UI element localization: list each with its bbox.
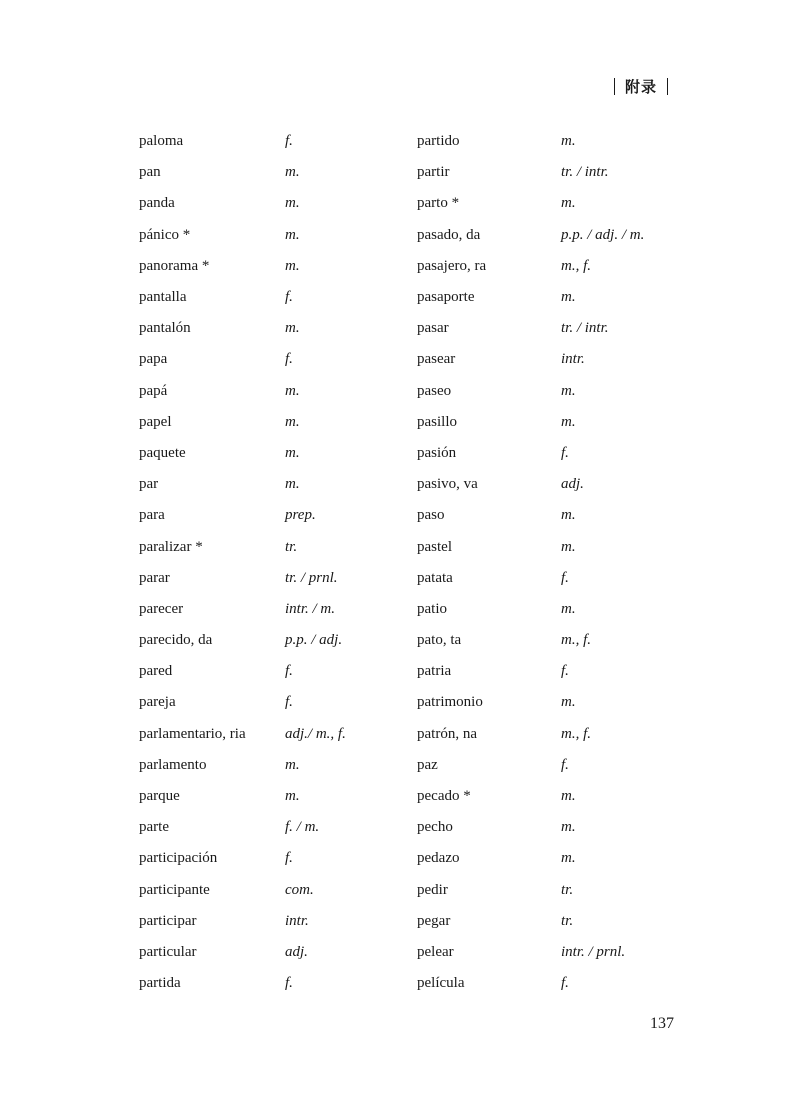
entry-word: pasado, da — [417, 226, 481, 243]
entry-part-of-speech: f. — [285, 663, 293, 680]
entry-word: paralizar * — [139, 538, 203, 555]
entry-part-of-speech: m. — [561, 850, 576, 867]
entry-word: pasajero, ra — [417, 257, 487, 274]
header-divider-right — [667, 78, 668, 95]
vocabulary-entry — [417, 875, 644, 906]
vocabulary-entry — [417, 906, 644, 937]
entry-part-of-speech: m. — [561, 289, 576, 306]
entry-word: papá — [139, 382, 168, 399]
vocabulary-entry — [417, 843, 644, 874]
entry-part-of-speech: intr. / prnl. — [561, 943, 626, 960]
vocabulary-entry — [417, 531, 644, 562]
entry-word: pantalla — [139, 289, 187, 306]
entry-part-of-speech: f. — [285, 975, 293, 992]
vocabulary-entry — [139, 188, 346, 219]
entry-part-of-speech: tr. / prnl. — [285, 569, 338, 586]
entry-word: pared — [139, 663, 173, 680]
entry-word: parque — [139, 788, 180, 805]
vocabulary-entry — [417, 438, 644, 469]
entry-word: participante — [139, 881, 210, 898]
vocabulary-entry — [417, 563, 644, 594]
vocabulary-entry — [139, 313, 346, 344]
entry-word: papel — [139, 413, 172, 430]
entry-part-of-speech: m., f. — [561, 632, 591, 649]
entry-word: pasivo, va — [417, 476, 478, 493]
entry-part-of-speech: m. — [561, 133, 576, 150]
entry-part-of-speech: m. — [561, 819, 576, 836]
entry-part-of-speech: m. — [285, 444, 300, 461]
vocabulary-entry — [139, 251, 346, 282]
entry-word: partir — [417, 164, 450, 181]
header-divider-left — [614, 78, 615, 95]
vocabulary-entry — [139, 563, 346, 594]
entry-word: parecido, da — [139, 632, 213, 649]
vocabulary-entry — [139, 937, 346, 968]
entry-word: panda — [139, 195, 175, 212]
vocabulary-entry — [139, 750, 346, 781]
entry-word: pato, ta — [417, 632, 462, 649]
entry-word: particular — [139, 943, 197, 960]
vocabulary-entry — [417, 500, 644, 531]
entry-word: parecer — [139, 600, 184, 617]
vocabulary-entry — [139, 376, 346, 407]
vocabulary-entry — [139, 625, 346, 656]
vocabulary-entry — [139, 344, 346, 375]
vocabulary-entry — [139, 719, 346, 750]
page-number: 137 — [650, 1015, 674, 1032]
entry-part-of-speech: f. — [285, 351, 293, 368]
entry-word: par — [139, 476, 159, 493]
entry-word: pedazo — [417, 850, 460, 867]
entry-part-of-speech: tr. — [561, 912, 574, 929]
running-header — [604, 76, 678, 97]
entry-part-of-speech: m. — [561, 382, 576, 399]
entry-word: parte — [139, 819, 169, 836]
vocabulary-entry — [139, 126, 346, 157]
entry-word: película — [417, 975, 465, 992]
vocabulary-entry — [417, 220, 644, 251]
entry-part-of-speech: m. — [285, 320, 300, 337]
entry-part-of-speech: f. — [285, 289, 293, 306]
entry-part-of-speech: m. — [285, 195, 300, 212]
entry-part-of-speech: m. — [561, 788, 576, 805]
header-label: 附录 — [624, 78, 657, 96]
vocabulary-entry — [417, 126, 644, 157]
entry-part-of-speech: f. / m. — [285, 819, 320, 836]
entry-part-of-speech: m. — [285, 226, 300, 243]
entry-part-of-speech: m. — [285, 382, 300, 399]
entry-word: pegar — [417, 912, 451, 929]
vocabulary-entry — [417, 407, 644, 438]
entry-word: paso — [417, 507, 445, 524]
entry-part-of-speech: p.p. / adj. / m. — [561, 226, 645, 243]
entry-part-of-speech: intr. — [285, 912, 309, 929]
vocabulary-entry — [139, 656, 346, 687]
vocabulary-entry — [139, 906, 346, 937]
entry-word: patrón, na — [417, 725, 477, 742]
vocabulary-entry — [417, 968, 644, 999]
entry-word: pánico * — [139, 226, 191, 243]
entry-word: paz — [417, 756, 438, 773]
entry-part-of-speech: f. — [561, 569, 569, 586]
entry-word: para — [139, 507, 165, 524]
entry-word: patrimonio — [417, 694, 483, 711]
entry-part-of-speech: m. — [561, 600, 576, 617]
entry-part-of-speech: m. — [285, 756, 300, 773]
entry-word: paloma — [139, 133, 184, 150]
entry-part-of-speech: f. — [285, 850, 293, 867]
vocabulary-entry — [139, 157, 346, 188]
entry-word: pelear — [417, 943, 454, 960]
entry-word: pastel — [417, 538, 452, 555]
vocabulary-entry — [139, 812, 346, 843]
entry-part-of-speech: tr. — [285, 538, 298, 555]
vocabulary-entry — [417, 251, 644, 282]
entry-part-of-speech: p.p. / adj. — [285, 632, 343, 649]
entry-part-of-speech: m. — [285, 788, 300, 805]
entry-word: pasión — [417, 444, 457, 461]
vocabulary-column-right — [417, 126, 644, 999]
vocabulary-entry — [139, 500, 346, 531]
vocabulary-entry — [139, 438, 346, 469]
vocabulary-entry — [417, 188, 644, 219]
entry-word: partido — [417, 133, 460, 150]
entry-word: parlamentario, ria — [139, 725, 246, 742]
entry-part-of-speech: adj. — [561, 476, 584, 493]
vocabulary-entry — [417, 781, 644, 812]
vocabulary-entry — [417, 282, 644, 313]
vocabulary-entry — [139, 968, 346, 999]
entry-part-of-speech: f. — [561, 756, 569, 773]
entry-word: pasar — [417, 320, 449, 337]
entry-word: parto * — [417, 195, 460, 212]
entry-part-of-speech: adj./ m., f. — [285, 725, 346, 742]
entry-word: pecho — [417, 819, 453, 836]
entry-part-of-speech: m. — [285, 257, 300, 274]
vocabulary-entry — [139, 594, 346, 625]
entry-part-of-speech: tr. — [561, 881, 574, 898]
entry-word: pasear — [417, 351, 456, 368]
entry-part-of-speech: tr. / intr. — [561, 320, 609, 337]
vocabulary-column-left — [139, 126, 346, 999]
entry-part-of-speech: m. — [285, 164, 300, 181]
vocabulary-entry — [417, 656, 644, 687]
vocabulary-entry — [139, 469, 346, 500]
entry-word: paquete — [139, 444, 186, 461]
entry-word: pantalón — [139, 320, 191, 337]
entry-word: pasillo — [417, 413, 457, 430]
entry-part-of-speech: m., f. — [561, 257, 591, 274]
entry-word: pan — [139, 164, 161, 181]
vocabulary-entry — [417, 594, 644, 625]
entry-part-of-speech: com. — [285, 881, 314, 898]
entry-word: participar — [139, 912, 197, 929]
vocabulary-entry — [139, 781, 346, 812]
entry-word: patata — [417, 569, 453, 586]
entry-word: pasaporte — [417, 289, 475, 306]
entry-part-of-speech: f. — [285, 133, 293, 150]
vocabulary-entry — [417, 687, 644, 718]
entry-part-of-speech: prep. — [285, 507, 316, 524]
vocabulary-entry — [139, 843, 346, 874]
entry-part-of-speech: adj. — [285, 943, 308, 960]
entry-part-of-speech: intr. — [561, 351, 585, 368]
vocabulary-entry — [417, 157, 644, 188]
entry-part-of-speech: tr. / intr. — [561, 164, 609, 181]
entry-part-of-speech: f. — [561, 975, 569, 992]
vocabulary-entry — [417, 750, 644, 781]
vocabulary-entry — [139, 220, 346, 251]
entry-word: parlamento — [139, 756, 207, 773]
vocabulary-entry — [139, 687, 346, 718]
entry-part-of-speech: m. — [285, 476, 300, 493]
vocabulary-entry — [417, 344, 644, 375]
vocabulary-entry — [417, 625, 644, 656]
entry-part-of-speech: intr. / m. — [285, 600, 336, 617]
entry-word: panorama * — [139, 257, 210, 274]
vocabulary-entry — [139, 531, 346, 562]
entry-part-of-speech: m. — [561, 538, 576, 555]
entry-part-of-speech: f. — [285, 694, 293, 711]
entry-word: pareja — [139, 694, 176, 711]
entry-word: participación — [139, 850, 218, 867]
vocabulary-entry — [417, 376, 644, 407]
entry-part-of-speech: m. — [561, 507, 576, 524]
entry-word: pecado * — [417, 788, 471, 805]
entry-word: partida — [139, 975, 181, 992]
entry-word: patria — [417, 663, 452, 680]
vocabulary-entry — [139, 282, 346, 313]
vocabulary-entry — [417, 313, 644, 344]
vocabulary-entry — [417, 469, 644, 500]
entry-part-of-speech: m. — [561, 694, 576, 711]
entry-part-of-speech: m. — [285, 413, 300, 430]
entry-part-of-speech: m., f. — [561, 725, 591, 742]
vocabulary-entry — [139, 407, 346, 438]
entry-word: paseo — [417, 382, 452, 399]
entry-part-of-speech: f. — [561, 444, 569, 461]
entry-part-of-speech: f. — [561, 663, 569, 680]
entry-part-of-speech: m. — [561, 195, 576, 212]
vocabulary-entry — [417, 937, 644, 968]
entry-word: parar — [139, 569, 170, 586]
entry-part-of-speech: m. — [561, 413, 576, 430]
entry-word: patio — [417, 600, 447, 617]
vocabulary-entry — [139, 875, 346, 906]
vocabulary-entry — [417, 812, 644, 843]
vocabulary-entry — [417, 719, 644, 750]
entry-word: pedir — [417, 881, 448, 898]
entry-word: papa — [139, 351, 168, 368]
